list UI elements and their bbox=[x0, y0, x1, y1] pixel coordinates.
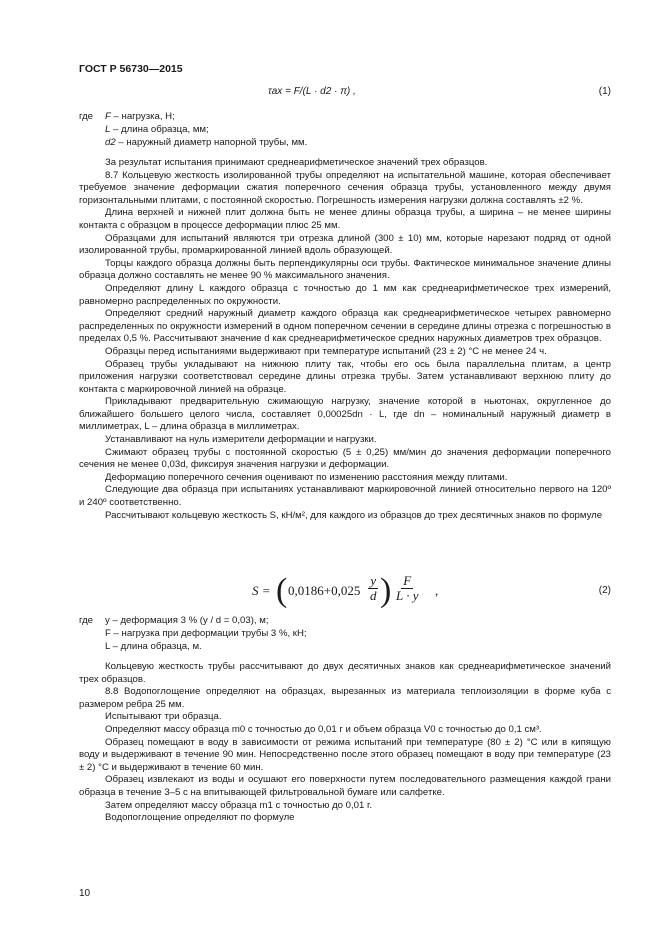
paragraph: Испытывают три образца. bbox=[105, 711, 222, 723]
paragraph: Сжимают образец трубы с постоянной скоростью (5 ± 0,25) мм/мин до значения деформации поперечного сечения не менее 0,03d, фиксируя значения нагрузки и деформации. bbox=[79, 446, 611, 471]
definition-row: L – длина образца, м. bbox=[105, 641, 202, 652]
paragraph: Определяют длину L каждого образца с точностью до 1 мм как среднеарифметическое трех измерений, равномерно распределенных по окружности. bbox=[79, 282, 611, 307]
formula-2-lhs: S = bbox=[252, 583, 271, 598]
paragraph: Образцы перед испытаниями выдерживают при температуре испытаний (23 ± 2) °С не менее 24 ч. bbox=[105, 345, 547, 357]
section-8-8-text bbox=[79, 661, 611, 825]
definition-row: L – длина образца, мм; bbox=[105, 124, 209, 135]
formula-2-number: (2) bbox=[598, 585, 611, 596]
definition-row: где y – деформация 3 % (y / d = 0,03), м; bbox=[79, 615, 269, 626]
paragraph: Устанавливают на нуль измерители деформации и нагрузки. bbox=[105, 434, 377, 446]
paragraph: Определяют массу образца m0 с точностью до 0,01 г и объем образца V0 с точностью до 0,1 см³. bbox=[105, 723, 542, 735]
paragraph: За результат испытания принимают среднеарифметическое значений трех образцов. bbox=[105, 157, 488, 168]
definition-row: где F – нагрузка, Н; bbox=[79, 111, 175, 122]
definition-row: F – нагрузка при деформации трубы 3 %, кН; bbox=[105, 628, 307, 639]
paragraph: 8.7 Кольцевую жесткость изолированной трубы определяют на испытательной машине, которая обеспечивает требуемое значение деформации сжатия поперечного сечения образца трубы, установленного между двумя горизонтальными плитами, с постоянной скоростью. Погрешность измерения нагрузки должна составлять ±2 %. bbox=[79, 169, 611, 206]
formula-1: τax = F/(L · d2 · π) , bbox=[268, 86, 356, 97]
paragraph: Затем определяют массу образца m1 с точностью до 0,01 г. bbox=[105, 799, 372, 811]
formula-2-fraction: $\frac{F}{L \cdot y}$ bbox=[396, 573, 419, 603]
formula-2-y-over-d: $\frac{y}{d}$ bbox=[370, 573, 377, 603]
page-number: 10 bbox=[79, 888, 91, 899]
definition-row: d2 – наружный диаметр напорной трубы, мм. bbox=[105, 137, 308, 148]
formula-1-number: (1) bbox=[598, 86, 611, 97]
paragraph: Кольцевую жесткость трубы рассчитывают до двух десятичных знаков как среднеарифметическое значений трех образцов. bbox=[79, 661, 611, 685]
section-8-7-text bbox=[79, 157, 611, 522]
paragraph: Образец помещают в воду в зависимости от режима испытаний при температуре (80 ± 2) °С или в кипящую воду и выдерживают в течение 90 мин. Непосредственно после этого образец помещают в воду при температуре (23 ± 2) °С и выдерживают в течение 60 мин. bbox=[79, 736, 611, 773]
standard-header: ГОСТ Р 56730—2015 bbox=[79, 63, 183, 75]
paragraph: Прикладывают предварительную сжимающую нагрузку, значение которой в ньютонах, округленное до ближайшего большего целого числа, составляет 0,00025dn · L, где dn – номинальный наружный диаметр в миллиметрах, L – длина образца в миллиметрах. bbox=[79, 396, 611, 433]
formula-2: S = ( 0,0186+0,025 $\frac{y}{d}$ ) $\frac{F}{L \cdot y}$ , bbox=[252, 572, 439, 609]
paragraph: Водопоглощение определяют по формуле bbox=[105, 812, 295, 824]
formula-1-definitions bbox=[79, 110, 307, 149]
paragraph: Образцами для испытаний являются три отрезка длиной (300 ± 10) мм, которые нарезают подряд от одной изолированной трубы, промаркированной линией вдоль образующей. bbox=[79, 232, 611, 257]
paragraph: Образец трубы укладывают на нижнюю плиту так, чтобы его ось была параллельна плитам, а центр приложения нагрузки соответствовал середине длины отрезка трубы. Затем устанавливают верхнюю плиту до контакта с маркировочной линией на образце. bbox=[79, 358, 611, 395]
formula-2-definitions bbox=[79, 614, 307, 653]
formula-2-inner: 0,0186+0,025 bbox=[288, 583, 361, 598]
paragraph: Торцы каждого образца должны быть перпендикулярны оси трубы. Фактическое минимальное значение длины образца должно составлять не менее 90 % максимального значения. bbox=[79, 257, 611, 282]
paragraph: Образец извлекают из воды и осушают его поверхности путем последовательного размещения каждой грани образца в течение 3–5 с на впитывающей фильтровальной бумаге или салфетке. bbox=[79, 774, 611, 798]
paragraph: Следующие два образца при испытаниях устанавливают маркировочной линией относительно первого на 120º и 240º соответственно. bbox=[79, 484, 611, 509]
paragraph: Определяют средний наружный диаметр каждого образца как среднеарифметическое четырех равномерно распределенных по окружности измерений в одном поперечном сечении в середине длины отрезка с погрешностью в пределах 0,5 %. Рассчитывают значение d как среднеарифметическое средних наружных диаметров трех образцов. bbox=[79, 308, 611, 345]
paragraph: Длина верхней и нижней плит должна быть не менее длины образца трубы, а ширина – не менее ширины контакта с образцом в процессе деформации плюс 25 мм. bbox=[79, 207, 611, 231]
paragraph: Рассчитывают кольцевую жесткость S, кН/м², для каждого из образцов до трех десятичных знаков по формуле bbox=[105, 509, 603, 521]
paragraph: 8.8 Водопоглощение определяют на образцах, вырезанных из материала теплоизоляции в форме куба с размером ребра 25 мм. bbox=[79, 686, 611, 710]
paragraph: Деформацию поперечного сечения оценивают по изменению расстояния между плитами. bbox=[105, 471, 508, 483]
